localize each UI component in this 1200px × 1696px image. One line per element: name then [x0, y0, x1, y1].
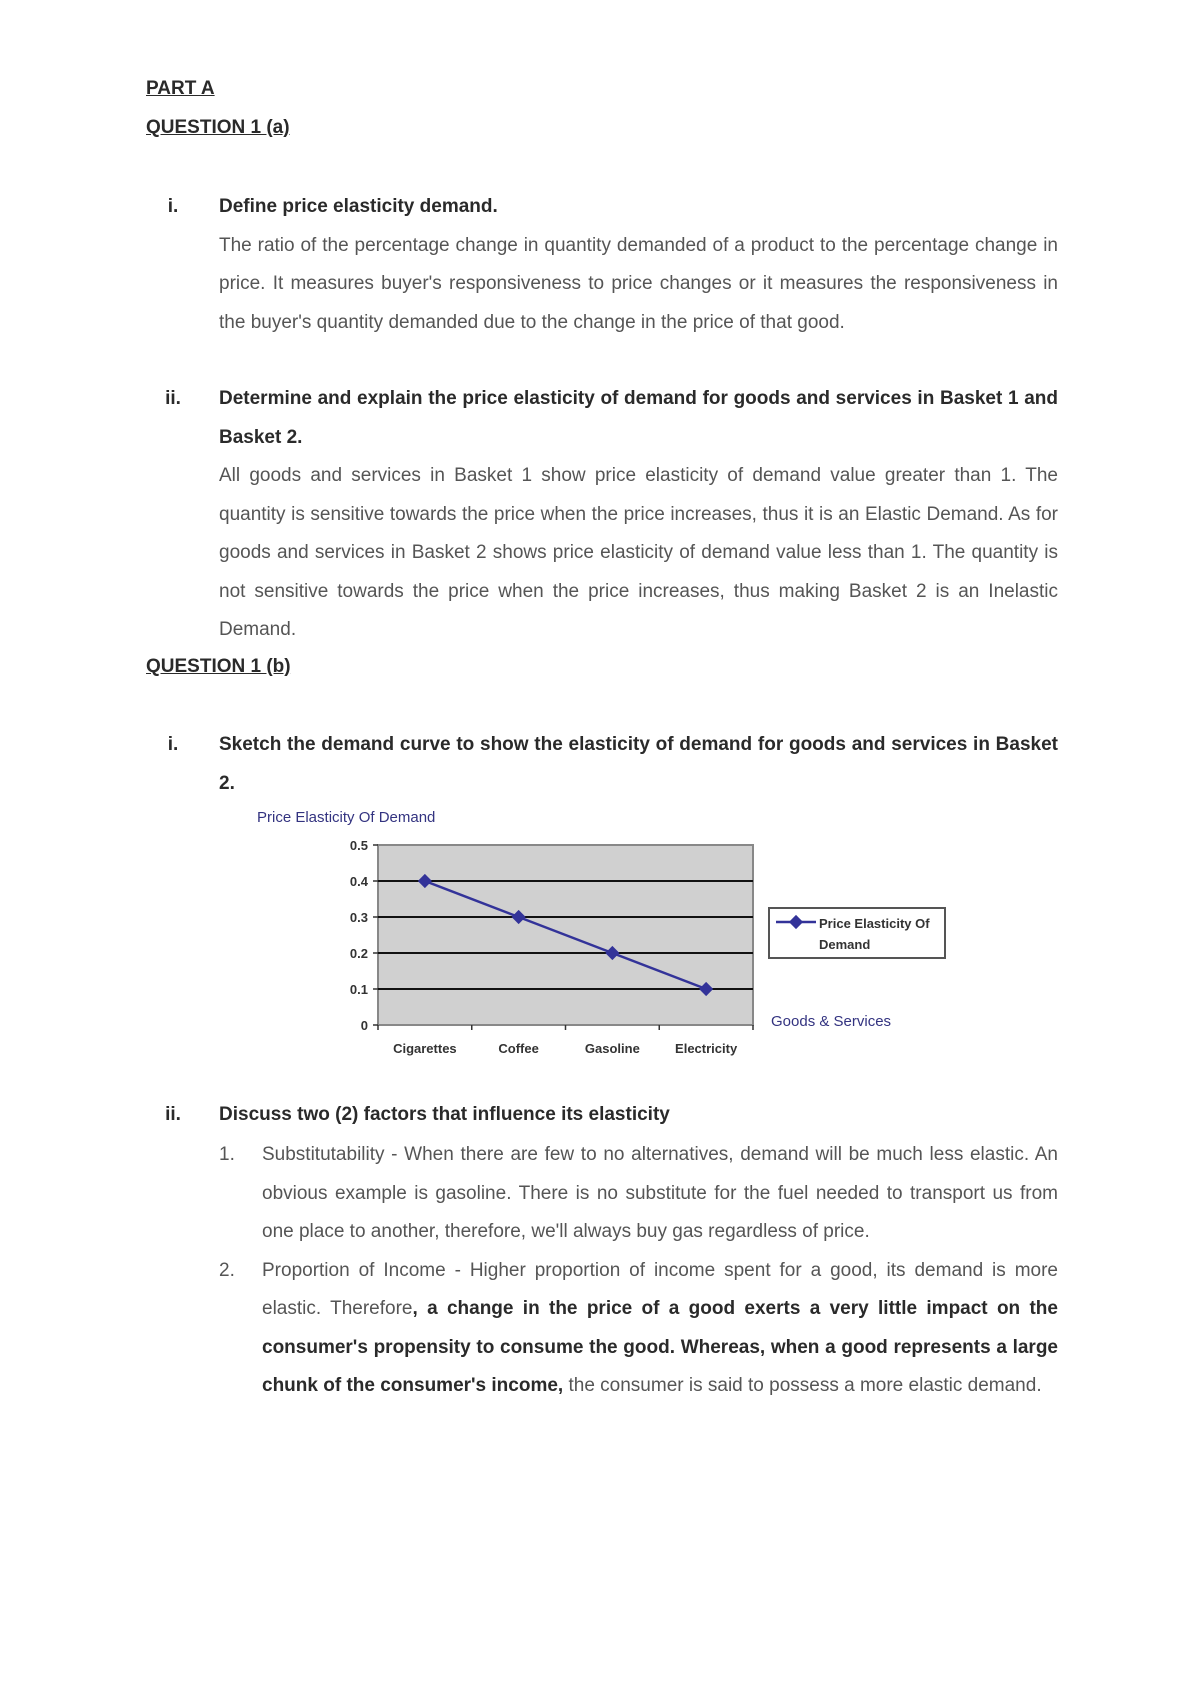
factor-text-emphasis: , a change in the price of a good exerts a very little impact on the consumer's propensity to consume the good. Whereas, when a good represents a large chunk of the consumer's income, [262, 1298, 1058, 1396]
question-text: Discuss two (2) factors that influence its elasticity [219, 1104, 670, 1125]
chart-title: Price Elasticity Of Demand [257, 809, 436, 826]
factor-text [262, 1252, 1058, 1406]
legend-label-line-1: Price Elasticity Of [819, 916, 930, 931]
factor-text-lead: Proportion of Income - Higher proportion of income spent for a good, its demand is more elastic. Therefore [262, 1259, 1058, 1319]
item-number: ii. [165, 388, 181, 409]
question-text: Determine and explain the price elasticity of demand for goods and services in Basket 1 and Basket 2. [219, 388, 1058, 448]
legend-label-line-2: Demand [819, 937, 871, 952]
item-number: ii. [165, 1104, 181, 1125]
y-axis-ticks [350, 838, 378, 1033]
elasticity-chart [250, 800, 970, 1070]
legend [769, 908, 945, 958]
x-axis-label: Goods & Services [771, 1013, 892, 1030]
factors-list [219, 1136, 1058, 1406]
x-tick-label: Coffee [498, 1041, 539, 1056]
y-tick-label: 0 [360, 1018, 368, 1033]
q1a-title: QUESTION 1 (a) [146, 117, 290, 138]
y-tick-label: 0.2 [349, 946, 368, 961]
y-tick-label: 0.4 [349, 874, 368, 889]
item-number: i. [167, 196, 179, 217]
list-number: 2. [219, 1259, 235, 1281]
factor-text-tail: the consumer is said to possess a more elastic demand. [563, 1375, 1042, 1396]
list-number: 1. [219, 1144, 235, 1165]
y-tick-label: 0.3 [349, 910, 368, 925]
q1b-title: QUESTION 1 (b) [146, 656, 291, 677]
x-tick-label: Electricity [675, 1041, 738, 1056]
answer-text: The ratio of the percentage change in quantity demanded of a product to the percentage change in price. It measures buyer's responsiveness to price changes or it measures the responsiveness in the buyer's quantity demanded due to the change in the price of that good. [219, 234, 1058, 333]
answer-text: All goods and services in Basket 1 show price elasticity of demand value greater than 1. The quantity is sensitive towards the price when the price increases, thus it is an Elastic Demand. As for goods and services in Basket 2 shows price elasticity of demand value less than 1. The quantity is not sensitive towards the price when the price increases, thus making Basket 2 is an Inelastic Demand. [219, 465, 1058, 640]
list-item [219, 1252, 1058, 1406]
x-tick-label: Gasoline [584, 1041, 640, 1056]
y-tick-label: 0.1 [349, 982, 368, 997]
question-text: Sketch the demand curve to show the elasticity of demand for goods and services in Basket 2. [219, 734, 1058, 794]
part-title: PART A [146, 78, 215, 99]
y-tick-label: 0.5 [349, 838, 368, 853]
x-axis-ticks [378, 1025, 753, 1056]
item-number: i. [167, 734, 179, 755]
list-item [219, 1136, 1058, 1252]
factor-text: Substitutability - When there are few to no alternatives, demand will be much less elastic. An obvious example is gasoline. There is no substitute for the fuel needed to transport us from one place to another, therefore, we'll always buy gas regardless of price. [262, 1144, 1058, 1242]
question-text: Define price elasticity demand. [219, 196, 498, 217]
x-tick-label: Cigarettes [393, 1041, 457, 1056]
